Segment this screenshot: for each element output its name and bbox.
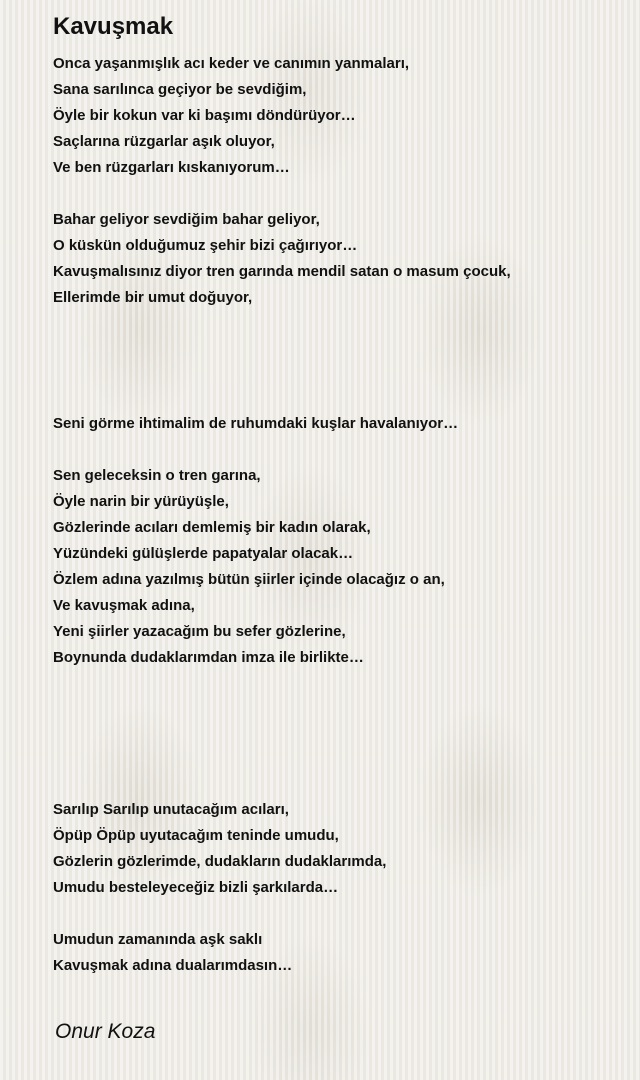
poem-line: Sana sarılınca geçiyor be sevdiğim, bbox=[53, 81, 307, 98]
stanza bbox=[53, 797, 386, 901]
poem-line: Ve ben rüzgarları kıskanıyorum… bbox=[53, 159, 290, 176]
poem-line: Gözlerin gözlerimde, dudakların dudaklarımda, bbox=[53, 853, 387, 870]
poem-line: Onca yaşanmışlık acı keder ve canımın yanmaları, bbox=[53, 55, 410, 72]
poem-line: Öyle narin bir yürüyüşle, bbox=[53, 493, 229, 510]
poem-line: O küskün olduğumuz şehir bizi çağırıyor… bbox=[53, 237, 358, 254]
poem-line: Saçlarına rüzgarlar aşık oluyor, bbox=[53, 133, 275, 150]
poem-line: Öpüp Öpüp uyutacağım teninde umudu, bbox=[53, 827, 339, 844]
poem-line: Bahar geliyor sevdiğim bahar geliyor, bbox=[53, 211, 320, 228]
poem-line: Umudun zamanında aşk saklı bbox=[53, 931, 263, 948]
poem-line: Ve kavuşmak adına, bbox=[53, 597, 195, 614]
poem-author: Onur Koza bbox=[55, 1020, 156, 1043]
poem-line: Sarılıp Sarılıp unutacağım acıları, bbox=[53, 801, 289, 818]
stanza bbox=[53, 463, 445, 671]
stanza bbox=[53, 207, 511, 311]
poem-line: Boynunda dudaklarımdan imza ile birlikte… bbox=[53, 649, 364, 666]
poem-line: Yüzündeki gülüşlerde papatyalar olacak… bbox=[53, 545, 354, 562]
poem-line: Kavuşmalısınız diyor tren garında mendil satan o masum çocuk, bbox=[53, 263, 511, 280]
poem-line: Seni görme ihtimalim de ruhumdaki kuşlar havalanıyor… bbox=[53, 415, 459, 432]
stanza bbox=[53, 411, 458, 437]
poem-line: Sen geleceksin o tren garına, bbox=[53, 467, 261, 484]
poem-line: Umudu besteleyeceğiz bizli şarkılarda… bbox=[53, 879, 339, 896]
stanza bbox=[53, 927, 292, 979]
poem-line: Özlem adına yazılmış bütün şiirler içinde olacağız o an, bbox=[53, 571, 445, 588]
poem-line: Yeni şiirler yazacağım bu sefer gözlerine, bbox=[53, 623, 346, 640]
poem-line: Ellerimde bir umut doğuyor, bbox=[53, 289, 253, 306]
poem-line: Gözlerinde acıları demlemiş bir kadın olarak, bbox=[53, 519, 371, 536]
poem-line: Öyle bir kokun var ki başımı döndürüyor… bbox=[53, 107, 356, 124]
poem-line: Kavuşmak adına dualarımdasın… bbox=[53, 957, 293, 974]
poem-title: Kavuşmak bbox=[53, 13, 174, 40]
stanza bbox=[53, 51, 409, 181]
